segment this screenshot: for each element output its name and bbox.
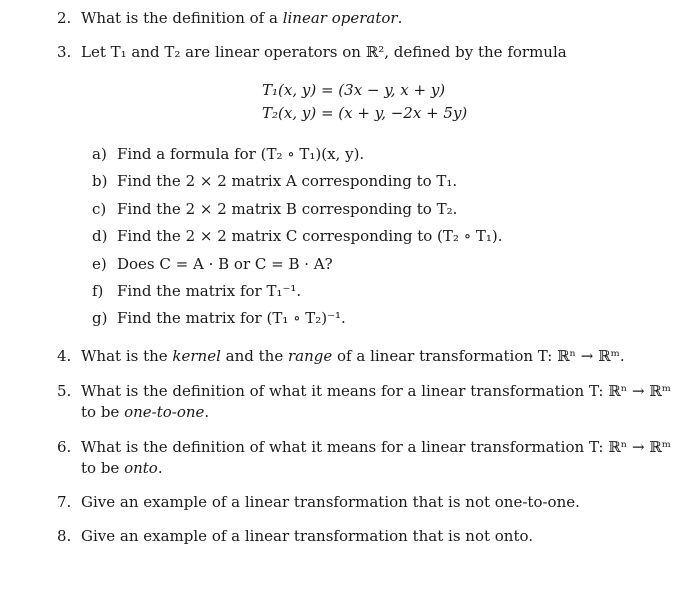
subitem-letter: c) xyxy=(92,200,107,218)
question-text xyxy=(81,402,209,422)
text-run: of a linear transformation T: ℝⁿ → ℝᵐ. xyxy=(332,347,625,365)
question-text xyxy=(81,458,163,478)
subitem-letter: e) xyxy=(92,255,107,273)
question-number: 8. xyxy=(57,527,72,545)
question-number: 7. xyxy=(57,493,72,511)
question-number: 5. xyxy=(57,382,72,400)
subitem-letter: b) xyxy=(92,172,108,190)
question-text xyxy=(81,8,402,28)
subitem-letter: f) xyxy=(92,282,104,300)
subitem-text: Find a formula for (T₂ ∘ T₁)(x, y). xyxy=(117,145,365,163)
subitem-text: Does C = A · B or C = B · A? xyxy=(117,255,333,273)
question-number: 4. xyxy=(57,347,72,365)
question-text: What is the definition of what it means for a linear transformation T: ℝⁿ → ℝᵐ xyxy=(81,382,671,400)
subitem-text: Find the 2 × 2 matrix A corresponding to T₁. xyxy=(117,172,458,190)
text-run: . xyxy=(204,403,210,421)
subitem-letter: a) xyxy=(92,145,107,163)
question-number: 3. xyxy=(57,43,72,61)
text-run: to be xyxy=(81,459,125,477)
text-run: What is the xyxy=(81,347,173,365)
question-text: Give an example of a linear transformation that is not one-to-one. xyxy=(81,493,580,511)
text-run: . xyxy=(397,9,403,27)
subitem-text: Find the 2 × 2 matrix C corresponding to (T₂ ∘ T₁). xyxy=(117,227,503,245)
question-text: Let T₁ and T₂ are linear operators on ℝ², defined by the formula xyxy=(81,43,567,61)
emphasis-text: onto xyxy=(124,459,158,477)
text-run: to be xyxy=(81,403,125,421)
equation-t1: T₁(x, y) = (3x − y, x + y) xyxy=(262,81,446,99)
equation-t2: T₂(x, y) = (x + y, −2x + 5y) xyxy=(262,104,468,122)
question-text: Give an example of a linear transformation that is not onto. xyxy=(81,527,534,545)
text-run: and the xyxy=(220,347,288,365)
subitem-text: Find the matrix for (T₁ ∘ T₂)⁻¹. xyxy=(117,309,346,327)
question-text: What is the definition of what it means for a linear transformation T: ℝⁿ → ℝᵐ xyxy=(81,438,671,456)
subitem-text: Find the 2 × 2 matrix B corresponding to T₂. xyxy=(117,200,458,218)
question-number: 2. xyxy=(57,9,72,27)
emphasis-text: range xyxy=(287,347,333,365)
emphasis-text: one-to-one xyxy=(124,403,205,421)
emphasis-text: linear operator xyxy=(282,9,398,27)
subitem-letter: g) xyxy=(92,309,108,327)
subitem-letter: d) xyxy=(92,227,108,245)
text-run: What is the definition of a xyxy=(81,9,283,27)
question-text xyxy=(81,346,625,366)
text-run: . xyxy=(157,459,163,477)
emphasis-text: kernel xyxy=(172,347,221,365)
subitem-text: Find the matrix for T₁⁻¹. xyxy=(117,282,302,300)
question-number: 6. xyxy=(57,438,72,456)
